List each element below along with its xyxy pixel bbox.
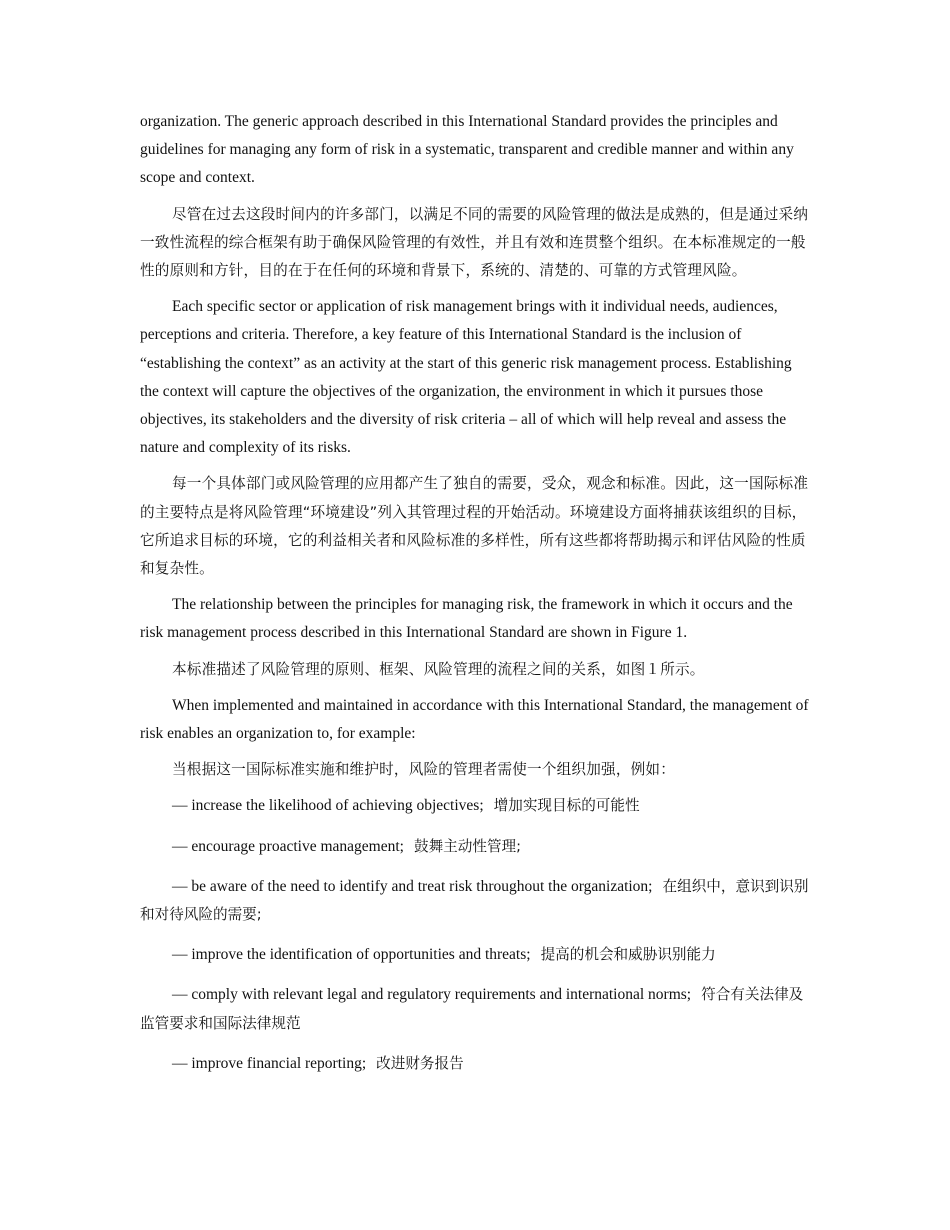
list-item-english: — increase the likelihood of achieving objectives; [172, 797, 484, 815]
list-item-chinese: 鼓舞主动性管理; [413, 837, 522, 855]
paragraph-english-4: When implemented and maintained in accordance with this International Standard, the management of risk enables an organization to, for example: [140, 696, 809, 743]
document-page [140, 108, 810, 1090]
list-item-chinese: 在组织中，意识到识别和对待风险的需要; [140, 877, 809, 924]
list-item-english: — encourage proactive management; [172, 837, 404, 855]
list-item [140, 981, 810, 1037]
list-item [140, 941, 810, 969]
paragraph-chinese-4: 当根据这一国际标准实施和维护时，风险的管理者需使一个组织加强，例如： [172, 761, 675, 779]
paragraph-chinese-1: 尽管在过去这段时间内的许多部门，以满足不同的需要的风险管理的做法是成熟的，但是通过采纳一致性流程的综合框架有助于确保风险管理的有效性，并且有效和连贯整个组织。在本标准规定的一般性的原则和方针，目的在于在任何的环境和背景下，系统的、清楚的、可靠的方式管理风险。 [140, 205, 809, 280]
paragraph-continuation: organization. The generic approach described in this International Standard provides the principles and guidelines for managing any form of risk in a systematic, transparent and credible manner and within any scope and context. [140, 113, 794, 187]
list-item-chinese: 改进财务报告 [376, 1054, 464, 1072]
paragraph-english-3: The relationship between the principles for managing risk, the framework in which it occurs and the risk management process described in this International Standard are shown in Figure 1. [140, 596, 793, 642]
paragraph-chinese-2: 每一个具体部门或风险管理的应用都产生了独自的需要，受众，观念和标准。因此，这一国际标准的主要特点是将风险管理“环境建设”列入其管理过程的开始活动。环境建设方面将捕获该组织的目标，它所追求目标的环境，它的利益相关者和风险标准的多样性，所有这些都将帮助揭示和评估风险的性质和复杂性。 [140, 475, 809, 578]
list-item-english: — improve financial reporting; [172, 1054, 367, 1072]
list-item-english: — improve the identification of opportunities and threats; [172, 946, 531, 964]
paragraph-chinese-3: 本标准描述了风险管理的原则、框架、风险管理的流程之间的关系，如图１所示。 [172, 660, 705, 678]
list-item [140, 873, 810, 929]
list-item-chinese: 增加实现目标的可能性 [493, 797, 640, 815]
list-item [140, 792, 810, 820]
list-item [140, 833, 810, 861]
paragraph-english-2: Each specific sector or application of risk management brings with it individual needs, audiences, perceptions and criteria. Therefore, a key feature of this International Standard is the inclusion of “establishing the context” as an activity at the start of this generic risk management process. Establishing the context will capture the objectives of the organization, the environment in which it pursues those objectives, its stakeholders and the diversity of risk criteria – all of which will help reveal and assess the nature and complexity of its risks. [140, 298, 792, 457]
list-item-chinese: 符合有关法律及监管要求和国际法律规范 [140, 986, 804, 1032]
list-item-english: — be aware of the need to identify and treat risk throughout the organization; [172, 877, 653, 895]
list-item [140, 1050, 810, 1078]
list-item-english: — comply with relevant legal and regulatory requirements and international norms; [172, 986, 692, 1004]
list-item-chinese: 提高的机会和威胁识别能力 [540, 946, 716, 964]
